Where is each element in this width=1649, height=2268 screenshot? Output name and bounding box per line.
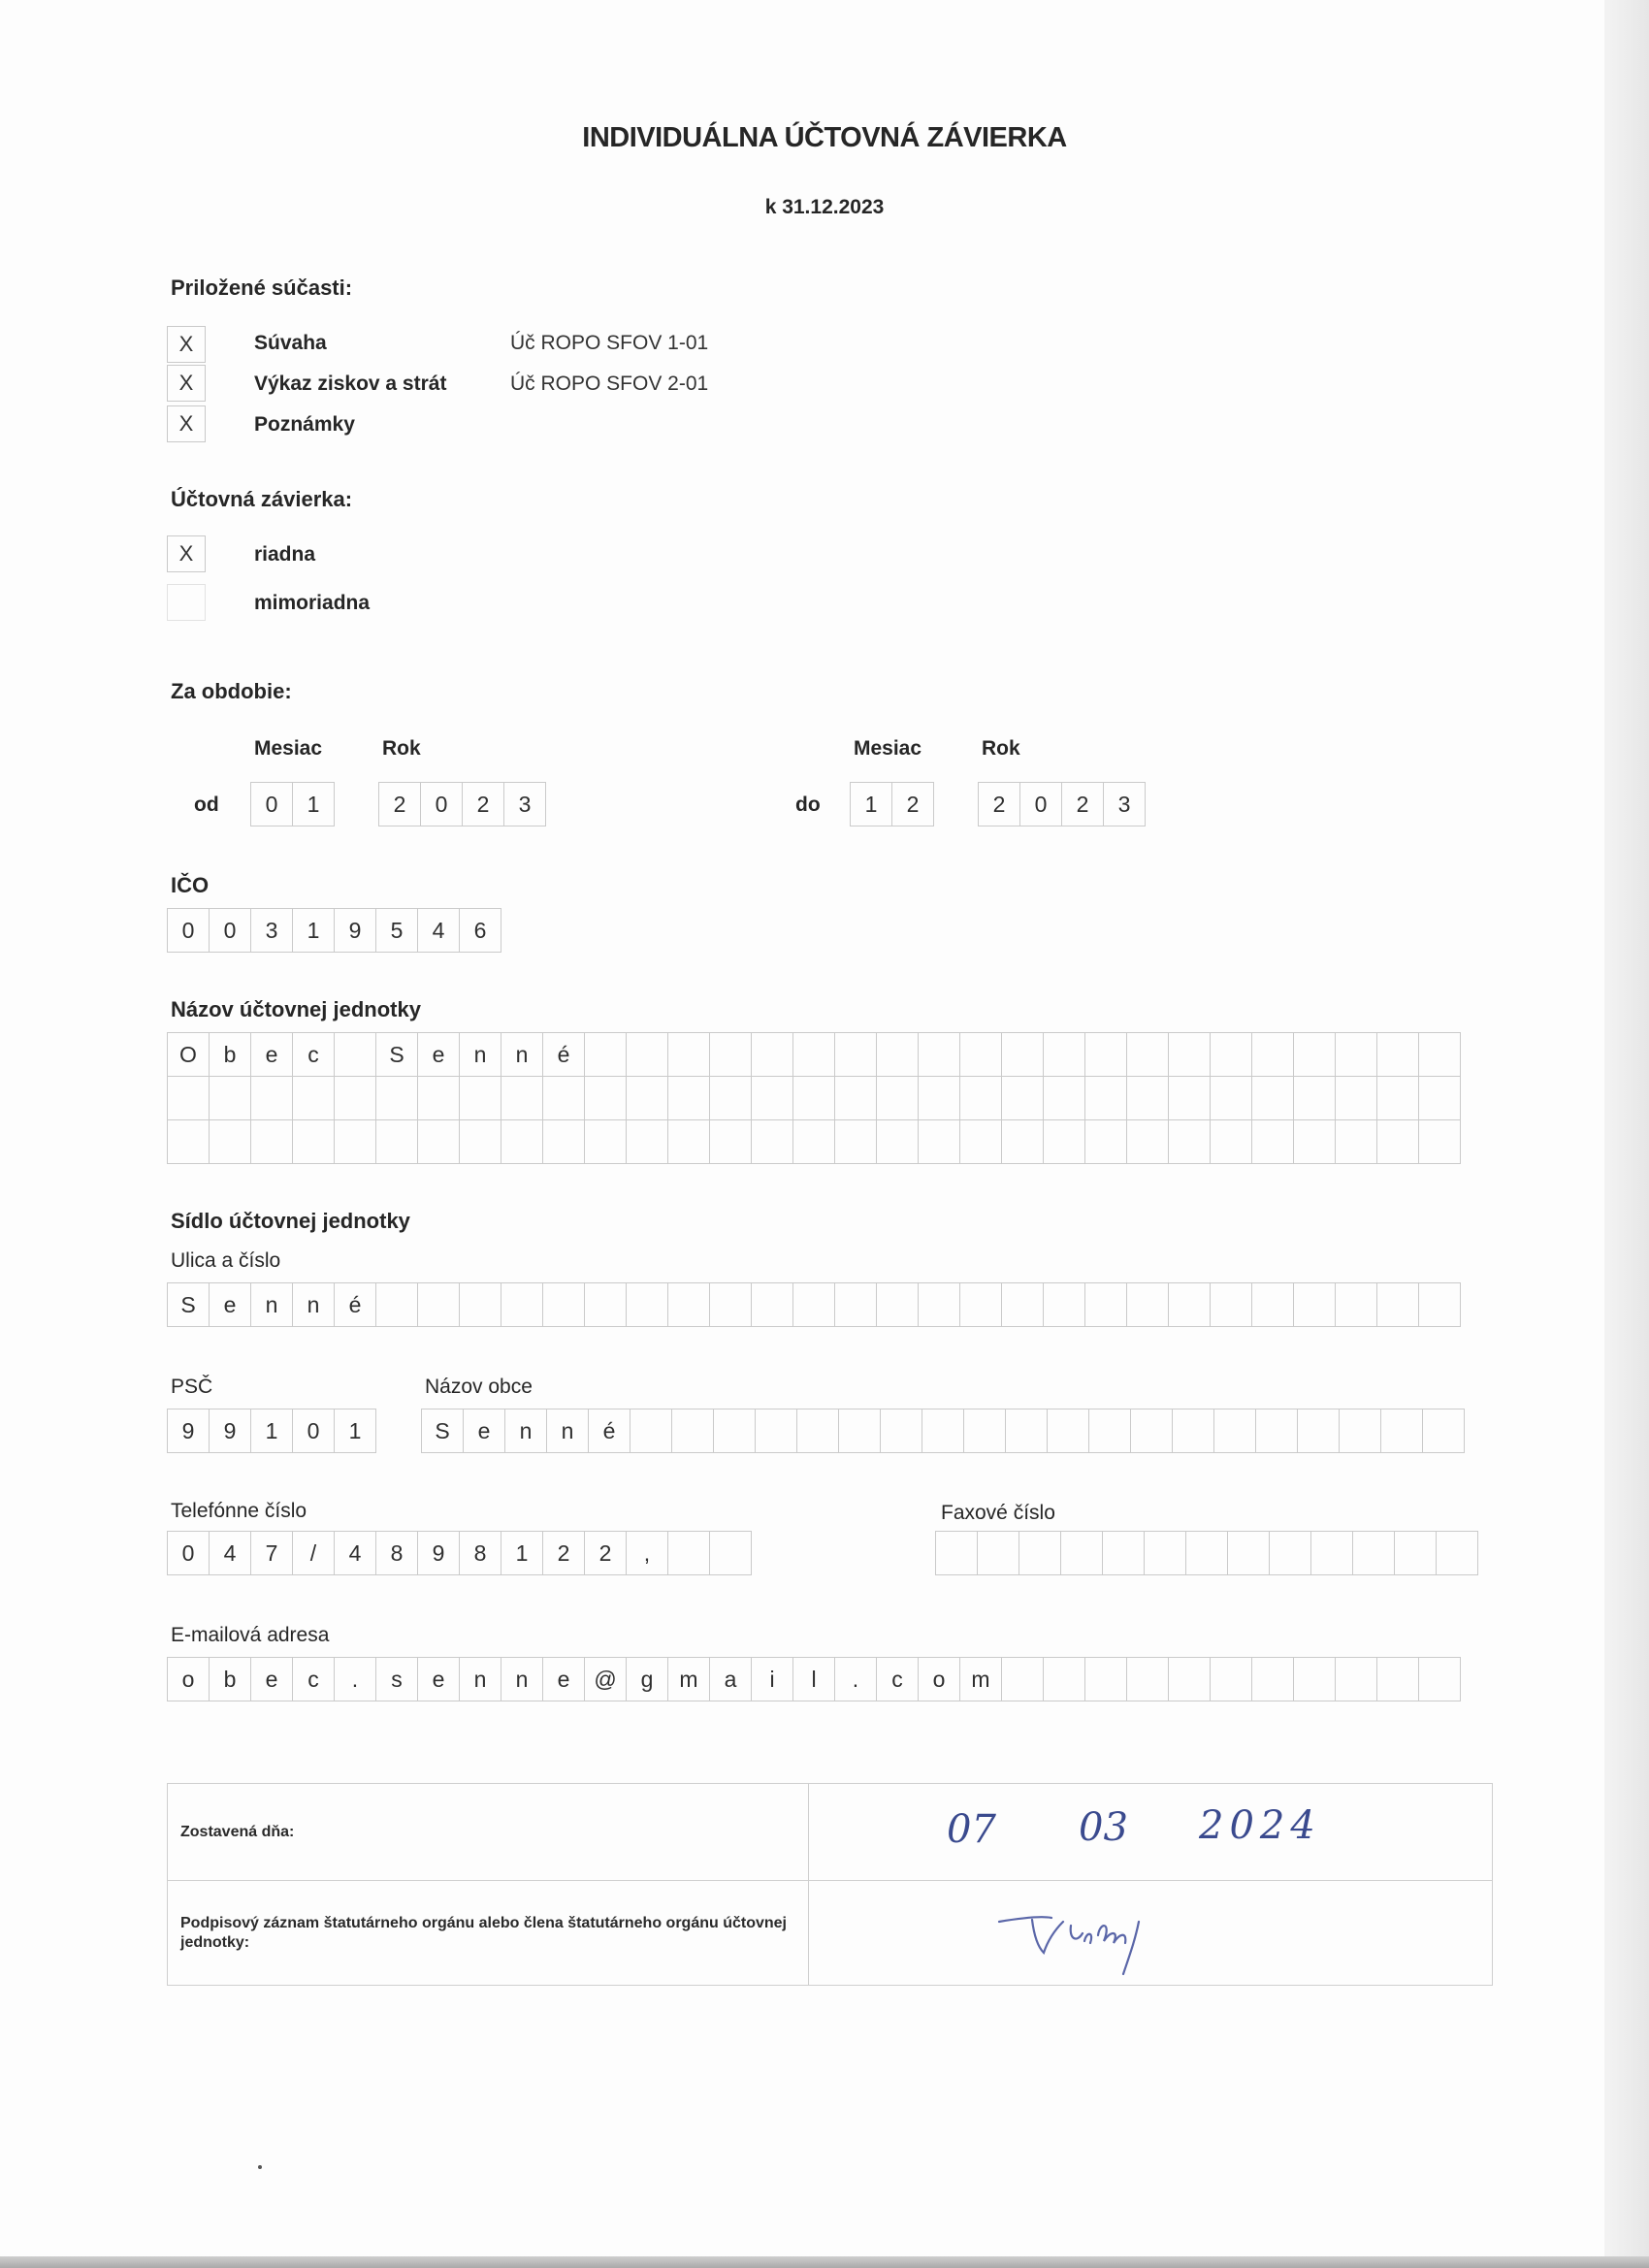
char-box[interactable]: c [292, 1657, 335, 1701]
char-box[interactable] [876, 1119, 919, 1164]
street-label: Ulica a číslo [171, 1249, 281, 1272]
char-box[interactable] [1251, 1119, 1294, 1164]
char-box[interactable]: n [501, 1657, 543, 1701]
char-box[interactable] [918, 1282, 960, 1327]
char-box[interactable]: . [834, 1657, 877, 1701]
signature-row [168, 1881, 1493, 1986]
char-box[interactable] [1084, 1032, 1127, 1077]
char-box[interactable] [1418, 1119, 1461, 1164]
char-box[interactable]: e [250, 1657, 293, 1701]
char-box[interactable] [542, 1282, 585, 1327]
char-box[interactable] [834, 1119, 877, 1164]
compiled-month: 03 [1079, 1805, 1128, 1850]
char-box[interactable] [501, 1119, 543, 1164]
char-box[interactable] [1210, 1032, 1252, 1077]
char-box[interactable]: 2 [1061, 782, 1104, 826]
char-box[interactable]: 1 [334, 1409, 376, 1453]
phone-label: Telefónne číslo [171, 1500, 307, 1522]
char-box[interactable] [1418, 1282, 1461, 1327]
char-box[interactable]: l [792, 1657, 835, 1701]
char-box[interactable] [1210, 1282, 1252, 1327]
char-box[interactable] [709, 1531, 752, 1575]
char-box[interactable] [709, 1076, 752, 1120]
char-box[interactable] [501, 1076, 543, 1120]
char-box[interactable] [1126, 1032, 1169, 1077]
char-box[interactable]: e [463, 1409, 505, 1453]
char-box[interactable]: 3 [503, 782, 546, 826]
char-box[interactable]: 0 [420, 782, 463, 826]
char-box[interactable]: S [375, 1032, 418, 1077]
char-box[interactable] [709, 1119, 752, 1164]
char-box[interactable]: e [542, 1657, 585, 1701]
entity-name-row [167, 1119, 1461, 1164]
char-box[interactable] [417, 1282, 460, 1327]
char-box[interactable]: e [417, 1032, 460, 1077]
char-box[interactable] [1043, 1282, 1085, 1327]
char-box[interactable] [751, 1282, 793, 1327]
attachments-heading: Priložené súčasti: [171, 275, 353, 300]
char-box[interactable] [838, 1409, 881, 1453]
char-box[interactable] [1210, 1076, 1252, 1120]
char-box[interactable] [1084, 1076, 1127, 1120]
char-box[interactable] [375, 1282, 418, 1327]
char-box[interactable] [1251, 1076, 1294, 1120]
char-box[interactable] [1335, 1119, 1377, 1164]
attachment-checkbox-vykaz[interactable]: X [167, 365, 206, 402]
char-box[interactable] [1335, 1076, 1377, 1120]
entity-name-boxes[interactable] [167, 1032, 1461, 1164]
char-box[interactable] [459, 1282, 501, 1327]
char-box[interactable]: 2 [462, 782, 504, 826]
char-box[interactable] [1168, 1119, 1211, 1164]
char-box[interactable] [626, 1119, 668, 1164]
char-box[interactable] [792, 1282, 835, 1327]
ico-label: IČO [171, 873, 210, 897]
char-box[interactable] [167, 1119, 210, 1164]
char-box[interactable] [959, 1076, 1002, 1120]
char-box[interactable]: 1 [250, 1409, 293, 1453]
char-box[interactable] [922, 1409, 964, 1453]
char-box[interactable] [1335, 1282, 1377, 1327]
psc-boxes[interactable] [167, 1409, 376, 1453]
char-box[interactable] [1213, 1409, 1256, 1453]
char-box[interactable] [876, 1282, 919, 1327]
char-box[interactable] [1126, 1282, 1169, 1327]
char-box[interactable]: 0 [209, 908, 251, 953]
char-box[interactable] [1376, 1119, 1419, 1164]
char-box[interactable] [792, 1032, 835, 1077]
signature-table [167, 1783, 1493, 1986]
char-box[interactable] [1352, 1531, 1395, 1575]
compiled-date-row [168, 1784, 1493, 1881]
entity-name-row [167, 1076, 1461, 1120]
compiled-year: 2024 [1199, 1803, 1321, 1848]
char-box[interactable] [959, 1119, 1002, 1164]
char-box[interactable] [1043, 1032, 1085, 1077]
char-box[interactable]: 0 [1019, 782, 1062, 826]
char-box[interactable]: a [709, 1657, 752, 1701]
char-box[interactable] [1394, 1531, 1437, 1575]
char-box[interactable] [1018, 1531, 1061, 1575]
char-box[interactable]: n [250, 1282, 293, 1327]
char-box[interactable] [918, 1119, 960, 1164]
char-box[interactable] [1251, 1032, 1294, 1077]
statement-type-heading: Účtovná závierka: [171, 487, 353, 511]
char-box[interactable] [963, 1409, 1006, 1453]
char-box[interactable]: m [959, 1657, 1002, 1701]
char-box[interactable]: S [167, 1282, 210, 1327]
char-box[interactable] [1418, 1076, 1461, 1120]
statement-type-checkbox-mimoriadna[interactable] [167, 584, 206, 621]
char-box[interactable] [1084, 1119, 1127, 1164]
char-box[interactable]: 1 [292, 908, 335, 953]
char-box[interactable]: 1 [292, 782, 335, 826]
char-box[interactable] [1168, 1032, 1211, 1077]
char-box[interactable] [1227, 1531, 1270, 1575]
char-box[interactable] [1144, 1531, 1186, 1575]
char-box[interactable] [1126, 1119, 1169, 1164]
char-box[interactable] [375, 1076, 418, 1120]
char-box[interactable] [918, 1076, 960, 1120]
char-box[interactable]: / [292, 1531, 335, 1575]
char-box[interactable] [1084, 1282, 1127, 1327]
char-box[interactable] [417, 1076, 460, 1120]
char-box[interactable]: 5 [375, 908, 418, 953]
char-box[interactable]: 0 [167, 1531, 210, 1575]
char-box[interactable]: 1 [501, 1531, 543, 1575]
char-box[interactable]: O [167, 1032, 210, 1077]
char-box[interactable] [1335, 1032, 1377, 1077]
char-box[interactable] [792, 1119, 835, 1164]
char-box[interactable] [834, 1282, 877, 1327]
char-box[interactable] [1335, 1657, 1377, 1701]
char-box[interactable] [751, 1032, 793, 1077]
char-box[interactable] [1297, 1409, 1340, 1453]
char-box[interactable] [334, 1076, 376, 1120]
char-box[interactable] [1005, 1409, 1048, 1453]
char-box[interactable] [542, 1076, 585, 1120]
char-box[interactable] [880, 1409, 922, 1453]
char-box[interactable]: 9 [334, 908, 376, 953]
char-box[interactable] [1001, 1032, 1044, 1077]
char-box[interactable] [1001, 1119, 1044, 1164]
attachment-code-vykaz: Úč ROPO SFOV 2-01 [510, 373, 709, 395]
char-box[interactable] [876, 1032, 919, 1077]
attachment-checkbox-poznamky[interactable]: X [167, 405, 206, 442]
char-box[interactable]: n [501, 1032, 543, 1077]
char-box[interactable] [167, 1076, 210, 1120]
attachment-checkbox-suvaha[interactable]: X [167, 326, 206, 363]
entity-name-row [167, 1032, 1461, 1077]
char-box[interactable]: 2 [584, 1531, 627, 1575]
char-box[interactable]: o [167, 1657, 210, 1701]
char-box[interactable] [1293, 1119, 1336, 1164]
street-boxes[interactable] [167, 1282, 1461, 1327]
signature-label: Podpisový záznam štatutárneho orgánu alebo člena štatutárneho orgánu účtovnej jednotky: [180, 1914, 787, 1951]
char-box[interactable] [709, 1032, 752, 1077]
char-box[interactable]: n [459, 1032, 501, 1077]
char-box[interactable]: n [459, 1657, 501, 1701]
char-box[interactable] [1339, 1409, 1381, 1453]
char-box[interactable] [334, 1032, 376, 1077]
address-heading: Sídlo účtovnej jednotky [171, 1209, 410, 1233]
scan-edge-bottom [0, 2256, 1649, 2268]
compiled-label-cell [168, 1784, 809, 1881]
email-boxes[interactable] [167, 1657, 1461, 1701]
char-box[interactable] [1185, 1531, 1228, 1575]
char-box[interactable] [1126, 1076, 1169, 1120]
period-from-year-label: Rok [382, 737, 421, 760]
char-box[interactable]: 4 [209, 1531, 251, 1575]
char-box[interactable] [667, 1076, 710, 1120]
char-box[interactable]: e [250, 1032, 293, 1077]
char-box[interactable] [584, 1282, 627, 1327]
char-box[interactable] [626, 1032, 668, 1077]
char-box[interactable] [1043, 1119, 1085, 1164]
char-box[interactable]: 9 [167, 1409, 210, 1453]
statement-type-label-riadna: riadna [254, 543, 316, 566]
char-box[interactable] [417, 1119, 460, 1164]
char-box[interactable]: n [292, 1282, 335, 1327]
char-box[interactable] [1060, 1531, 1103, 1575]
char-box[interactable]: g [626, 1657, 668, 1701]
char-box[interactable] [959, 1032, 1002, 1077]
signature-cell[interactable] [809, 1881, 1493, 1986]
char-box[interactable] [1293, 1076, 1336, 1120]
statement-type-label-mimoriadna: mimoriadna [254, 592, 371, 614]
char-box[interactable]: c [876, 1657, 919, 1701]
char-box[interactable] [1251, 1282, 1294, 1327]
char-box[interactable]: é [334, 1282, 376, 1327]
char-box[interactable] [1293, 1657, 1336, 1701]
char-box[interactable]: é [542, 1032, 585, 1077]
char-box[interactable] [1310, 1531, 1353, 1575]
period-to-year-boxes[interactable] [978, 782, 1146, 826]
char-box[interactable]: 3 [250, 908, 293, 953]
char-box[interactable]: 3 [1103, 782, 1146, 826]
char-box[interactable] [792, 1076, 835, 1120]
char-box[interactable]: @ [584, 1657, 627, 1701]
char-box[interactable]: i [751, 1657, 793, 1701]
period-to-month-label: Mesiac [854, 737, 922, 760]
char-box[interactable]: e [417, 1657, 460, 1701]
char-box[interactable] [671, 1409, 714, 1453]
char-box[interactable]: 4 [334, 1531, 376, 1575]
char-box[interactable]: 9 [209, 1409, 251, 1453]
char-box[interactable]: 8 [375, 1531, 418, 1575]
char-box[interactable] [1043, 1657, 1085, 1701]
char-box[interactable] [1255, 1409, 1298, 1453]
char-box[interactable] [1088, 1409, 1131, 1453]
char-box[interactable] [796, 1409, 839, 1453]
char-box[interactable] [209, 1076, 251, 1120]
char-box[interactable] [1436, 1531, 1478, 1575]
compiled-label: Zostavená dňa: [180, 1823, 295, 1840]
char-box[interactable] [1126, 1657, 1169, 1701]
char-box[interactable] [1210, 1119, 1252, 1164]
period-heading: Za obdobie: [171, 679, 292, 703]
char-box[interactable] [584, 1032, 627, 1077]
char-box[interactable] [584, 1119, 627, 1164]
char-box[interactable] [959, 1282, 1002, 1327]
char-box[interactable] [1376, 1032, 1419, 1077]
char-box[interactable] [667, 1032, 710, 1077]
email-label: E-mailová adresa [171, 1624, 330, 1646]
psc-label: PSČ [171, 1376, 213, 1398]
char-box[interactable]: o [918, 1657, 960, 1701]
char-box[interactable] [1418, 1032, 1461, 1077]
char-box[interactable] [542, 1119, 585, 1164]
char-box[interactable]: s [375, 1657, 418, 1701]
char-box[interactable] [250, 1076, 293, 1120]
char-box[interactable]: 6 [459, 908, 501, 953]
char-box[interactable] [626, 1076, 668, 1120]
fax-label: Faxové číslo [941, 1502, 1055, 1524]
char-box[interactable] [1422, 1409, 1465, 1453]
char-box[interactable]: 2 [542, 1531, 585, 1575]
char-box[interactable] [667, 1282, 710, 1327]
char-box[interactable]: n [504, 1409, 547, 1453]
char-box[interactable] [1001, 1282, 1044, 1327]
char-box[interactable] [292, 1076, 335, 1120]
char-box[interactable]: 4 [417, 908, 460, 953]
char-box[interactable]: S [421, 1409, 464, 1453]
char-box[interactable] [751, 1076, 793, 1120]
char-box[interactable]: 1 [850, 782, 892, 826]
char-box[interactable]: c [292, 1032, 335, 1077]
char-box[interactable] [1102, 1531, 1145, 1575]
document-date: k 31.12.2023 [764, 196, 885, 218]
char-box[interactable]: 0 [250, 782, 293, 826]
char-box[interactable] [630, 1409, 672, 1453]
char-box[interactable] [334, 1119, 376, 1164]
char-box[interactable]: 2 [378, 782, 421, 826]
char-box[interactable]: é [588, 1409, 630, 1453]
period-to-year-label: Rok [982, 737, 1020, 760]
char-box[interactable] [459, 1119, 501, 1164]
period-from-month-label: Mesiac [254, 737, 323, 760]
char-box[interactable] [1269, 1531, 1311, 1575]
period-to-label: do [795, 794, 821, 816]
scan-edge-right [1604, 0, 1649, 2268]
char-box[interactable] [1168, 1282, 1211, 1327]
char-box[interactable] [1001, 1657, 1044, 1701]
char-box[interactable] [834, 1076, 877, 1120]
char-box[interactable] [667, 1119, 710, 1164]
char-box[interactable] [977, 1531, 1019, 1575]
char-box[interactable] [375, 1119, 418, 1164]
ico-boxes[interactable] [167, 908, 501, 953]
statement-type-checkbox-riadna[interactable]: X [167, 535, 206, 572]
char-box[interactable]: , [626, 1531, 668, 1575]
char-box[interactable] [1376, 1657, 1419, 1701]
char-box[interactable] [1251, 1657, 1294, 1701]
char-box[interactable] [1293, 1282, 1336, 1327]
compiled-date-cell[interactable] [809, 1784, 1493, 1881]
phone-boxes[interactable] [167, 1531, 752, 1575]
char-box[interactable]: n [546, 1409, 589, 1453]
char-box[interactable] [1168, 1657, 1211, 1701]
char-box[interactable] [713, 1409, 756, 1453]
char-box[interactable] [876, 1076, 919, 1120]
char-box[interactable] [250, 1119, 293, 1164]
char-box[interactable]: 2 [978, 782, 1020, 826]
attachment-label-vykaz: Výkaz ziskov a strát [254, 373, 447, 395]
char-box[interactable] [1168, 1076, 1211, 1120]
char-box[interactable]: m [667, 1657, 710, 1701]
char-box[interactable] [667, 1531, 710, 1575]
char-box[interactable] [1376, 1282, 1419, 1327]
char-box[interactable] [918, 1032, 960, 1077]
char-box[interactable] [1380, 1409, 1423, 1453]
char-box[interactable] [751, 1119, 793, 1164]
period-from-label: od [194, 794, 219, 816]
char-box[interactable]: 7 [250, 1531, 293, 1575]
char-box[interactable]: 0 [167, 908, 210, 953]
char-box[interactable] [1293, 1032, 1336, 1077]
char-box[interactable] [1376, 1076, 1419, 1120]
char-box[interactable] [1043, 1076, 1085, 1120]
handwritten-signature [993, 1893, 1207, 1980]
char-box[interactable]: 8 [459, 1531, 501, 1575]
period-from-year-boxes[interactable] [378, 782, 546, 826]
entity-name-label: Názov účtovnej jednotky [171, 997, 421, 1021]
attachment-code-suvaha: Úč ROPO SFOV 1-01 [510, 332, 709, 354]
fax-boxes[interactable] [935, 1531, 1478, 1575]
char-box[interactable]: 2 [891, 782, 934, 826]
attachment-label-poznamky: Poznámky [254, 413, 355, 436]
town-boxes[interactable] [421, 1409, 1465, 1453]
char-box[interactable] [935, 1531, 978, 1575]
char-box[interactable] [1172, 1409, 1214, 1453]
char-box[interactable]: . [334, 1657, 376, 1701]
char-box[interactable] [459, 1076, 501, 1120]
char-box[interactable]: b [209, 1032, 251, 1077]
char-box[interactable] [709, 1282, 752, 1327]
char-box[interactable]: e [209, 1282, 251, 1327]
signature-label-cell [168, 1881, 809, 1986]
attachment-label-suvaha: Súvaha [254, 332, 327, 354]
document-title: INDIVIDUÁLNA ÚČTOVNÁ ZÁVIERKA [582, 122, 1067, 153]
char-box[interactable] [1001, 1076, 1044, 1120]
period-to-month-boxes[interactable] [850, 782, 934, 826]
char-box[interactable] [1418, 1657, 1461, 1701]
char-box[interactable] [1210, 1657, 1252, 1701]
char-box[interactable] [1047, 1409, 1089, 1453]
char-box[interactable] [1084, 1657, 1127, 1701]
char-box[interactable] [209, 1119, 251, 1164]
period-from-month-boxes[interactable] [250, 782, 335, 826]
char-box[interactable] [501, 1282, 543, 1327]
char-box[interactable] [834, 1032, 877, 1077]
compiled-day: 07 [947, 1807, 996, 1852]
char-box[interactable] [626, 1282, 668, 1327]
char-box[interactable] [1130, 1409, 1173, 1453]
char-box[interactable] [292, 1119, 335, 1164]
town-label: Názov obce [425, 1376, 533, 1398]
char-box[interactable] [584, 1076, 627, 1120]
char-box[interactable]: 0 [292, 1409, 335, 1453]
char-box[interactable]: b [209, 1657, 251, 1701]
char-box[interactable] [755, 1409, 797, 1453]
char-box[interactable]: 9 [417, 1531, 460, 1575]
scan-speck [258, 2165, 262, 2169]
